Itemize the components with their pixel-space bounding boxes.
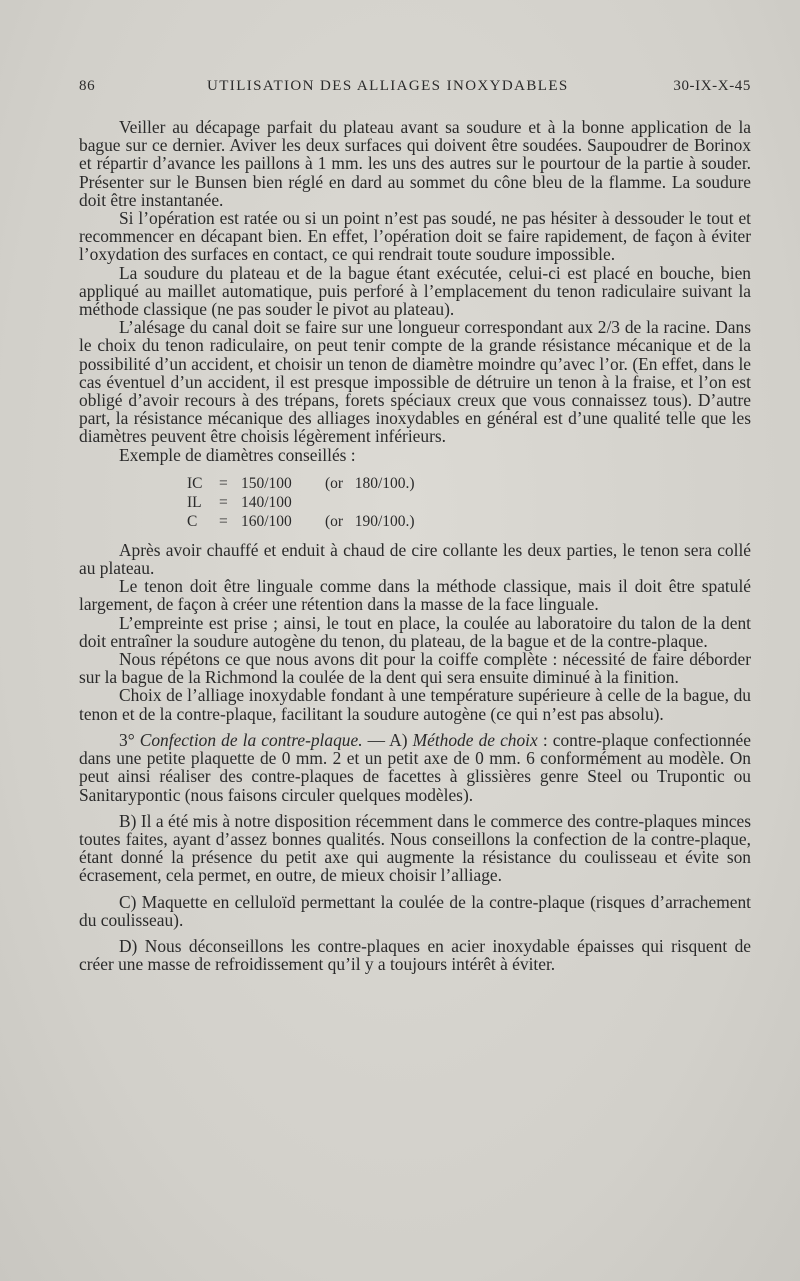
method-label: Méthode de choix <box>412 729 538 750</box>
diameter-row: IL = 140/100 <box>187 493 292 511</box>
running-title: UTILISATION DES ALLIAGES INOXYDABLES <box>207 78 569 94</box>
issue-date: 30-IX-X-45 <box>673 78 751 94</box>
paragraph: Après avoir chauffé et enduit à chaud de cire collante les deux parties, le tenon sera collé au plateau. <box>79 539 751 579</box>
paragraph: B) Il a été mis à notre disposition récemment dans le commerce des contre-plaques minces toutes faites, ayant d’assez bonnes qualités. Nous conseillons la confection de la contre-plaque, étant donné la présence du petit axe qui augmente la résistance du coulisseau et évite son écrasement, cela permet, en outre, de mieux choisir l’alliage. <box>79 810 751 886</box>
paragraph: Choix de l’alliage inoxydable fondant à une température supérieure à celle de la bague, du tenon et de la contre-plaque, facilitant la soudure autogène (ce qui n’est pas absolu). <box>79 685 751 724</box>
paragraph: Si l’opération est ratée ou si un point n’est pas soudé, ne pas hésiter à dessouder le tout et recommencer en décapant bien. En effet, l’opération doit se faire rapidement, de façon à éviter l’oxydation des surfaces en contact, ce qui rendrait toute soudure impossible. <box>79 208 751 265</box>
diameter-row: C = 160/100 (or 190/100.) <box>187 512 415 530</box>
section-title: Confection de la contre-plaque. <box>139 729 363 750</box>
paragraph: Le tenon doit être linguale comme dans la méthode classique, mais il doit être spatulé largement, de façon à créer une rétention dans la masse de la face linguale. <box>79 576 751 615</box>
paragraph: L’empreinte est prise ; ainsi, le tout en place, la coulée au laboratoire du talon de la dent doit entraîner la soudure autogène du tenon, du plateau, de la bague et de la contre-plaque. <box>79 612 751 651</box>
running-header <box>79 78 751 98</box>
paragraph: Veiller au décapage parfait du plateau avant sa soudure et à la bonne application de la bague sur ce dernier. Aviver les deux surfaces qui doivent être soudées. Saupoudrer de Borinox et répartir d’avance les paillons à 1 mm. les uns des autres sur le pourtour de la partie à souder. Présenter sur le Bunsen bien réglé en dard au sommet du cône bleu de la flamme. La soudure doit être instantanée. <box>79 117 751 210</box>
article-body <box>79 118 751 973</box>
diameter-row: IC = 150/100 (or 180/100.) <box>187 474 415 492</box>
paragraph: Nous répétons ce que nous avons dit pour la coiffe complète : nécessité de faire déborder sur la bague de la Richmond la coulée de la dent qui sera ensuite diminué à la finition. <box>79 649 751 688</box>
section-3-paragraph: 3° Confection de la contre-plaque. — A) Méthode de choix : contre-plaque confectionnée dans une petite plaquette de 0 mm. 2 et un petit axe de 0 mm. 6 conformément au modèle. On peut ainsi réaliser des contre-plaques de facettes à glissières genre Steel ou Trupontic ou Sanitarypontic (nous faisons circuler quelques modèles). <box>79 729 751 805</box>
page-number: 86 <box>79 78 96 94</box>
diameter-list <box>187 474 751 531</box>
paragraph: La soudure du plateau et de la bague étant exécutée, celui-ci est placé en bouche, bien appliqué au maillet automatique, puis perforé à l’emplacement du tenon radiculaire suivant la méthode classique (ne pas souder le pivot au plateau). <box>79 262 751 320</box>
paragraph: Exemple de diamètres conseillés : <box>119 444 356 465</box>
paragraph: C) Maquette en celluloïd permettant la coulée de la contre-plaque (risques d’arrachement du coulisseau). <box>79 891 751 930</box>
section-number: 3° <box>119 729 140 750</box>
paragraph: L’alésage du canal doit se faire sur une longueur correspondant aux 2/3 de la racine. Dans le choix du tenon radiculaire, on peut tenir compte de la grande résistance mécanique et de la possibilité d’un accident, et choisir un tenon de diamètre moindre qu’avec l’or. (En effet, dans le cas éventuel d’un accident, il est presque impossible de détruire un tenon à la fraise, et l’on est obligé d’avoir recours à des trépans, forets spéciaux creux que vous connaissez tous). D’autre part, la résistance mécanique des alliages inoxydables en général est d’une qualité telle que les diamètres peuvent être choisis légèrement inférieurs. <box>79 317 751 447</box>
paragraph: D) Nous déconseillons les contre-plaques en acier inoxydable épaisses qui risquent de créer une masse de refroidissement qu’il y a toujours intérêt à éviter. <box>79 935 751 975</box>
